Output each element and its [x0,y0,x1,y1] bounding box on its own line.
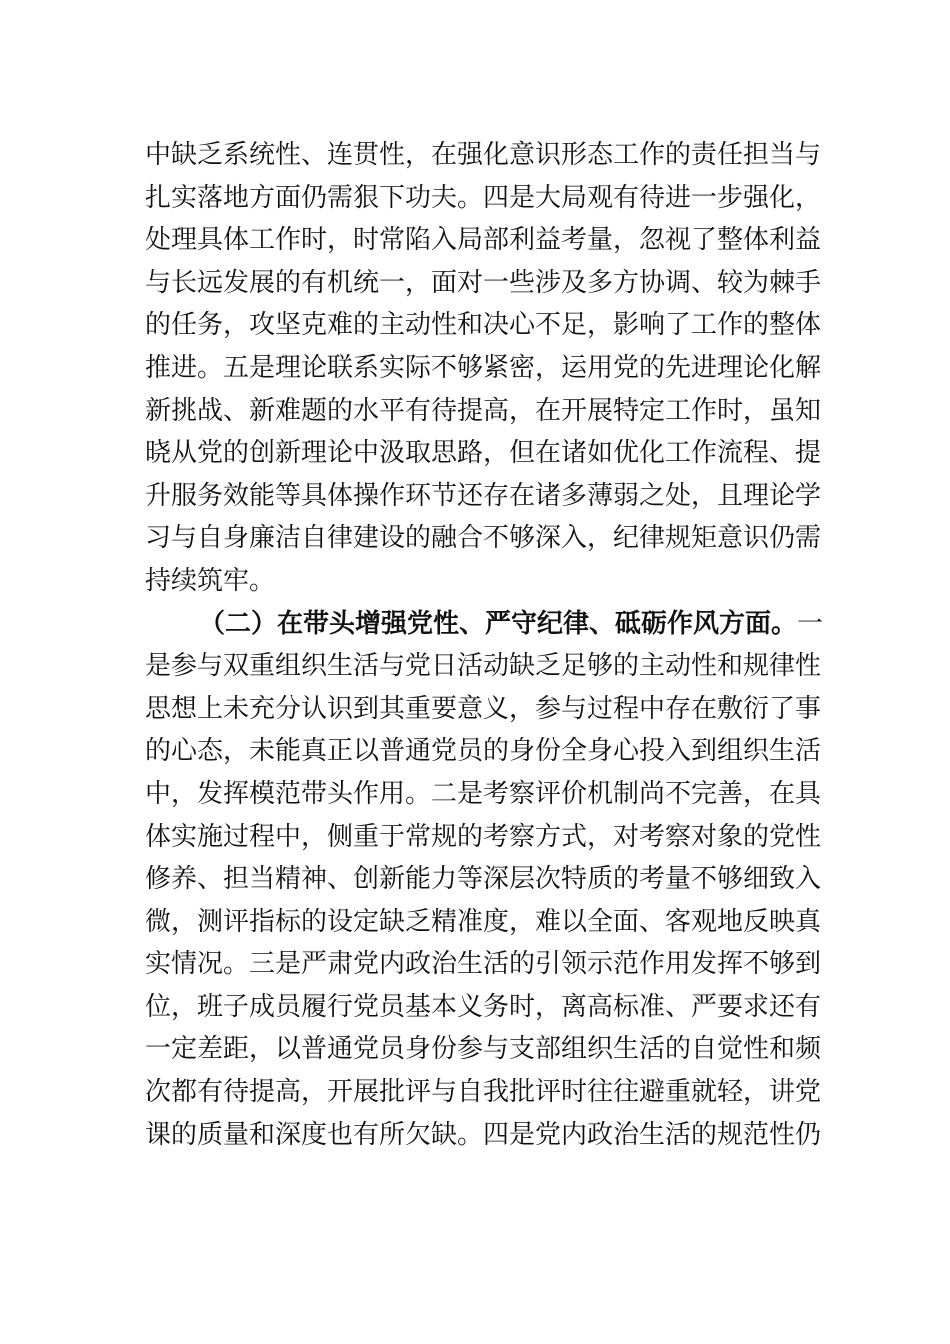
text-line: 的任务，攻坚克难的主动性和决心不足，影响了工作的整体 [145,310,822,341]
text-line: 与长远发展的有机统一，面对一些涉及多方协调、较为棘手 [145,267,822,298]
text-line: 修养、担当精神、创新能力等深层次特质的考量不够细致入 [145,864,822,895]
document-page [145,134,824,1156]
text-line: 习与自身廉洁自律建设的融合不够深入，纪律规矩意识仍需 [145,523,822,554]
section-heading: （二）在带头增强党性、严守纪律、砥砺作风方面。 [199,608,798,639]
text-line: 新挑战、新难题的水平有待提高，在开展特定工作时，虽知 [145,395,822,426]
text-line: 一定差距，以普通党员身份参与支部组织生活的自觉性和频 [145,1034,822,1065]
text-line: 中缺乏系统性、连贯性，在强化意识形态工作的责任担当与 [145,140,822,170]
text-line: 升服务效能等具体操作环节还存在诸多薄弱之处，且理论学 [145,480,822,511]
text-line: 实情况。三是严肃党内政治生活的引领示范作用发挥不够到 [145,949,822,980]
text-line: 体实施过程中，侧重于常规的考察方式，对考察对象的党性 [145,821,822,852]
text-line: 的心态，未能真正以普通党员的身份全身心投入到组织生活 [145,736,822,767]
text-line: 晓从党的创新理论中汲取思路，但在诸如优化工作流程、提 [145,438,822,469]
text-line: 中，发挥模范带头作用。二是考察评价机制尚不完善，在具 [145,778,822,809]
section-heading-line [145,603,824,646]
text-line: 持续筑牢。 [145,565,276,596]
text-span: 一 [797,608,824,639]
text-line: 推进。五是理论联系实际不够紧密，运用党的先进理论化解 [145,352,822,383]
text-line: 扎实落地方面仍需狠下功夫。四是大局观有待进一步强化， [145,182,822,213]
text-line: 处理具体工作时，时常陷入局部利益考量，忽视了整体利益 [145,225,822,256]
paragraph-2 [145,603,824,1157]
text-line: 次都有待提高，开展批评与自我批评时往往避重就轻，讲党 [145,1077,822,1108]
text-line: 课的质量和深度也有所欠缺。四是党内政治生活的规范性仍 [145,1119,822,1150]
text-line: 思想上未充分认识到其重要意义，参与过程中存在敷衍了事 [145,693,822,724]
text-line: 微，测评指标的设定缺乏精准度，难以全面、客观地反映真 [145,906,822,937]
text-line: 位，班子成员履行党员基本义务时，离高标准、严要求还有 [145,991,822,1022]
paragraph-1 [145,134,822,603]
text-line: 是参与双重组织生活与党日活动缺乏足够的主动性和规律性 [145,651,822,682]
